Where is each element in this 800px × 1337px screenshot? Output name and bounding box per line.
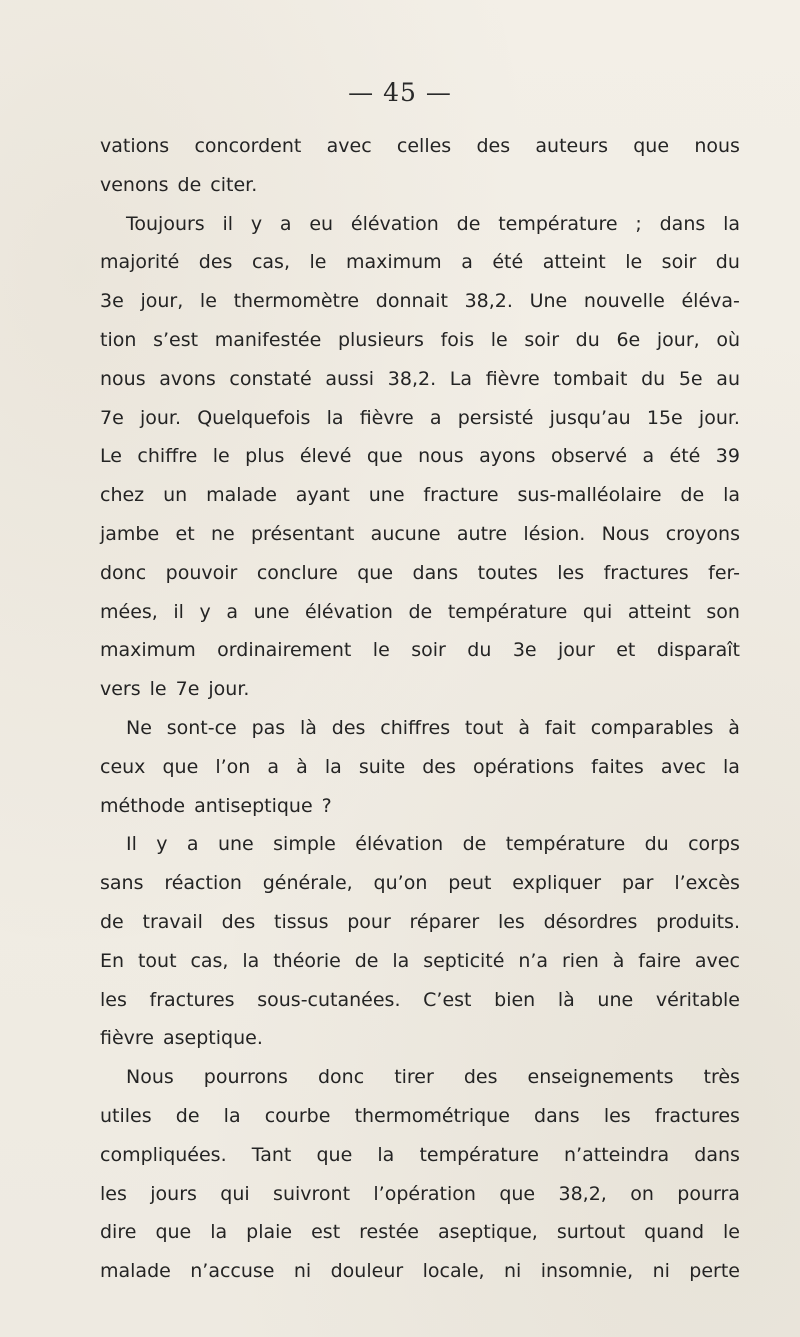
text-line: méthode antiseptique ? — [100, 794, 332, 817]
text-line: 3e jour, le thermomètre donnait 38,2. Une nouvelle éléva- — [100, 290, 740, 313]
text-line: Ne sont-ce pas là des chiffres tout à fait comparables à — [126, 716, 740, 739]
text-line: sans réaction générale, qu’on peut expliquer par l’excès — [100, 872, 740, 895]
text-line: mées, il y a une élévation de température qui atteint son — [100, 600, 740, 623]
text-line: venons de citer. — [100, 173, 258, 196]
text-line: nous avons constaté aussi 38,2. La fièvre tombait du 5e au — [100, 367, 740, 390]
text-line: Il y a une simple élévation de température du corps — [126, 833, 740, 856]
page-number: — 45 — — [348, 78, 452, 107]
text-line: En tout cas, la théorie de la septicité n’a rien à faire avec — [100, 949, 740, 972]
text-line: maximum ordinairement le soir du 3e jour et disparaît — [100, 639, 740, 662]
text-line: compliquées. Tant que la température n’atteindra dans — [100, 1143, 740, 1166]
text-line: tion s’est manifestée plusieurs fois le soir du 6e jour, où — [100, 328, 740, 351]
text-line: vations concordent avec celles des auteurs que nous — [100, 135, 740, 157]
text-line: donc pouvoir conclure que dans toutes les fractures fer- — [100, 561, 740, 584]
text-line: malade n’accuse ni douleur locale, ni insomnie, ni perte — [100, 1260, 740, 1283]
text-line: dire que la plaie est restée aseptique, surtout quand le — [100, 1221, 740, 1244]
text-line: jambe et ne présentant aucune autre lésion. Nous croyons — [100, 522, 740, 545]
text-line: Nous pourrons donc tirer des enseignements très — [126, 1066, 740, 1089]
text-line: fièvre aseptique. — [100, 1027, 263, 1050]
text-line: chez un malade ayant une fracture sus-malléolaire de la — [100, 484, 740, 507]
body-text — [100, 127, 740, 1291]
text-line: de travail des tissus pour réparer les désordres produits. — [100, 910, 740, 933]
text-line: vers le 7e jour. — [100, 678, 250, 701]
text-line: les fractures sous-cutanées. C’est bien là une véritable — [100, 988, 740, 1011]
text-line: utiles de la courbe thermométrique dans les fractures — [100, 1104, 740, 1127]
text-line: ceux que l’on a à la suite des opérations faites avec la — [100, 755, 740, 778]
text-line: Toujours il y a eu élévation de température ; dans la — [126, 212, 740, 235]
text-line: 7e jour. Quelquefois la fièvre a persisté jusqu’au 15e jour. — [100, 406, 740, 429]
text-line: les jours qui suivront l’opération que 38,2, on pourra — [100, 1182, 740, 1205]
text-line: Le chiffre le plus élevé que nous ayons observé a été 39 — [100, 445, 740, 468]
text-line: majorité des cas, le maximum a été atteint le soir du — [100, 251, 740, 274]
